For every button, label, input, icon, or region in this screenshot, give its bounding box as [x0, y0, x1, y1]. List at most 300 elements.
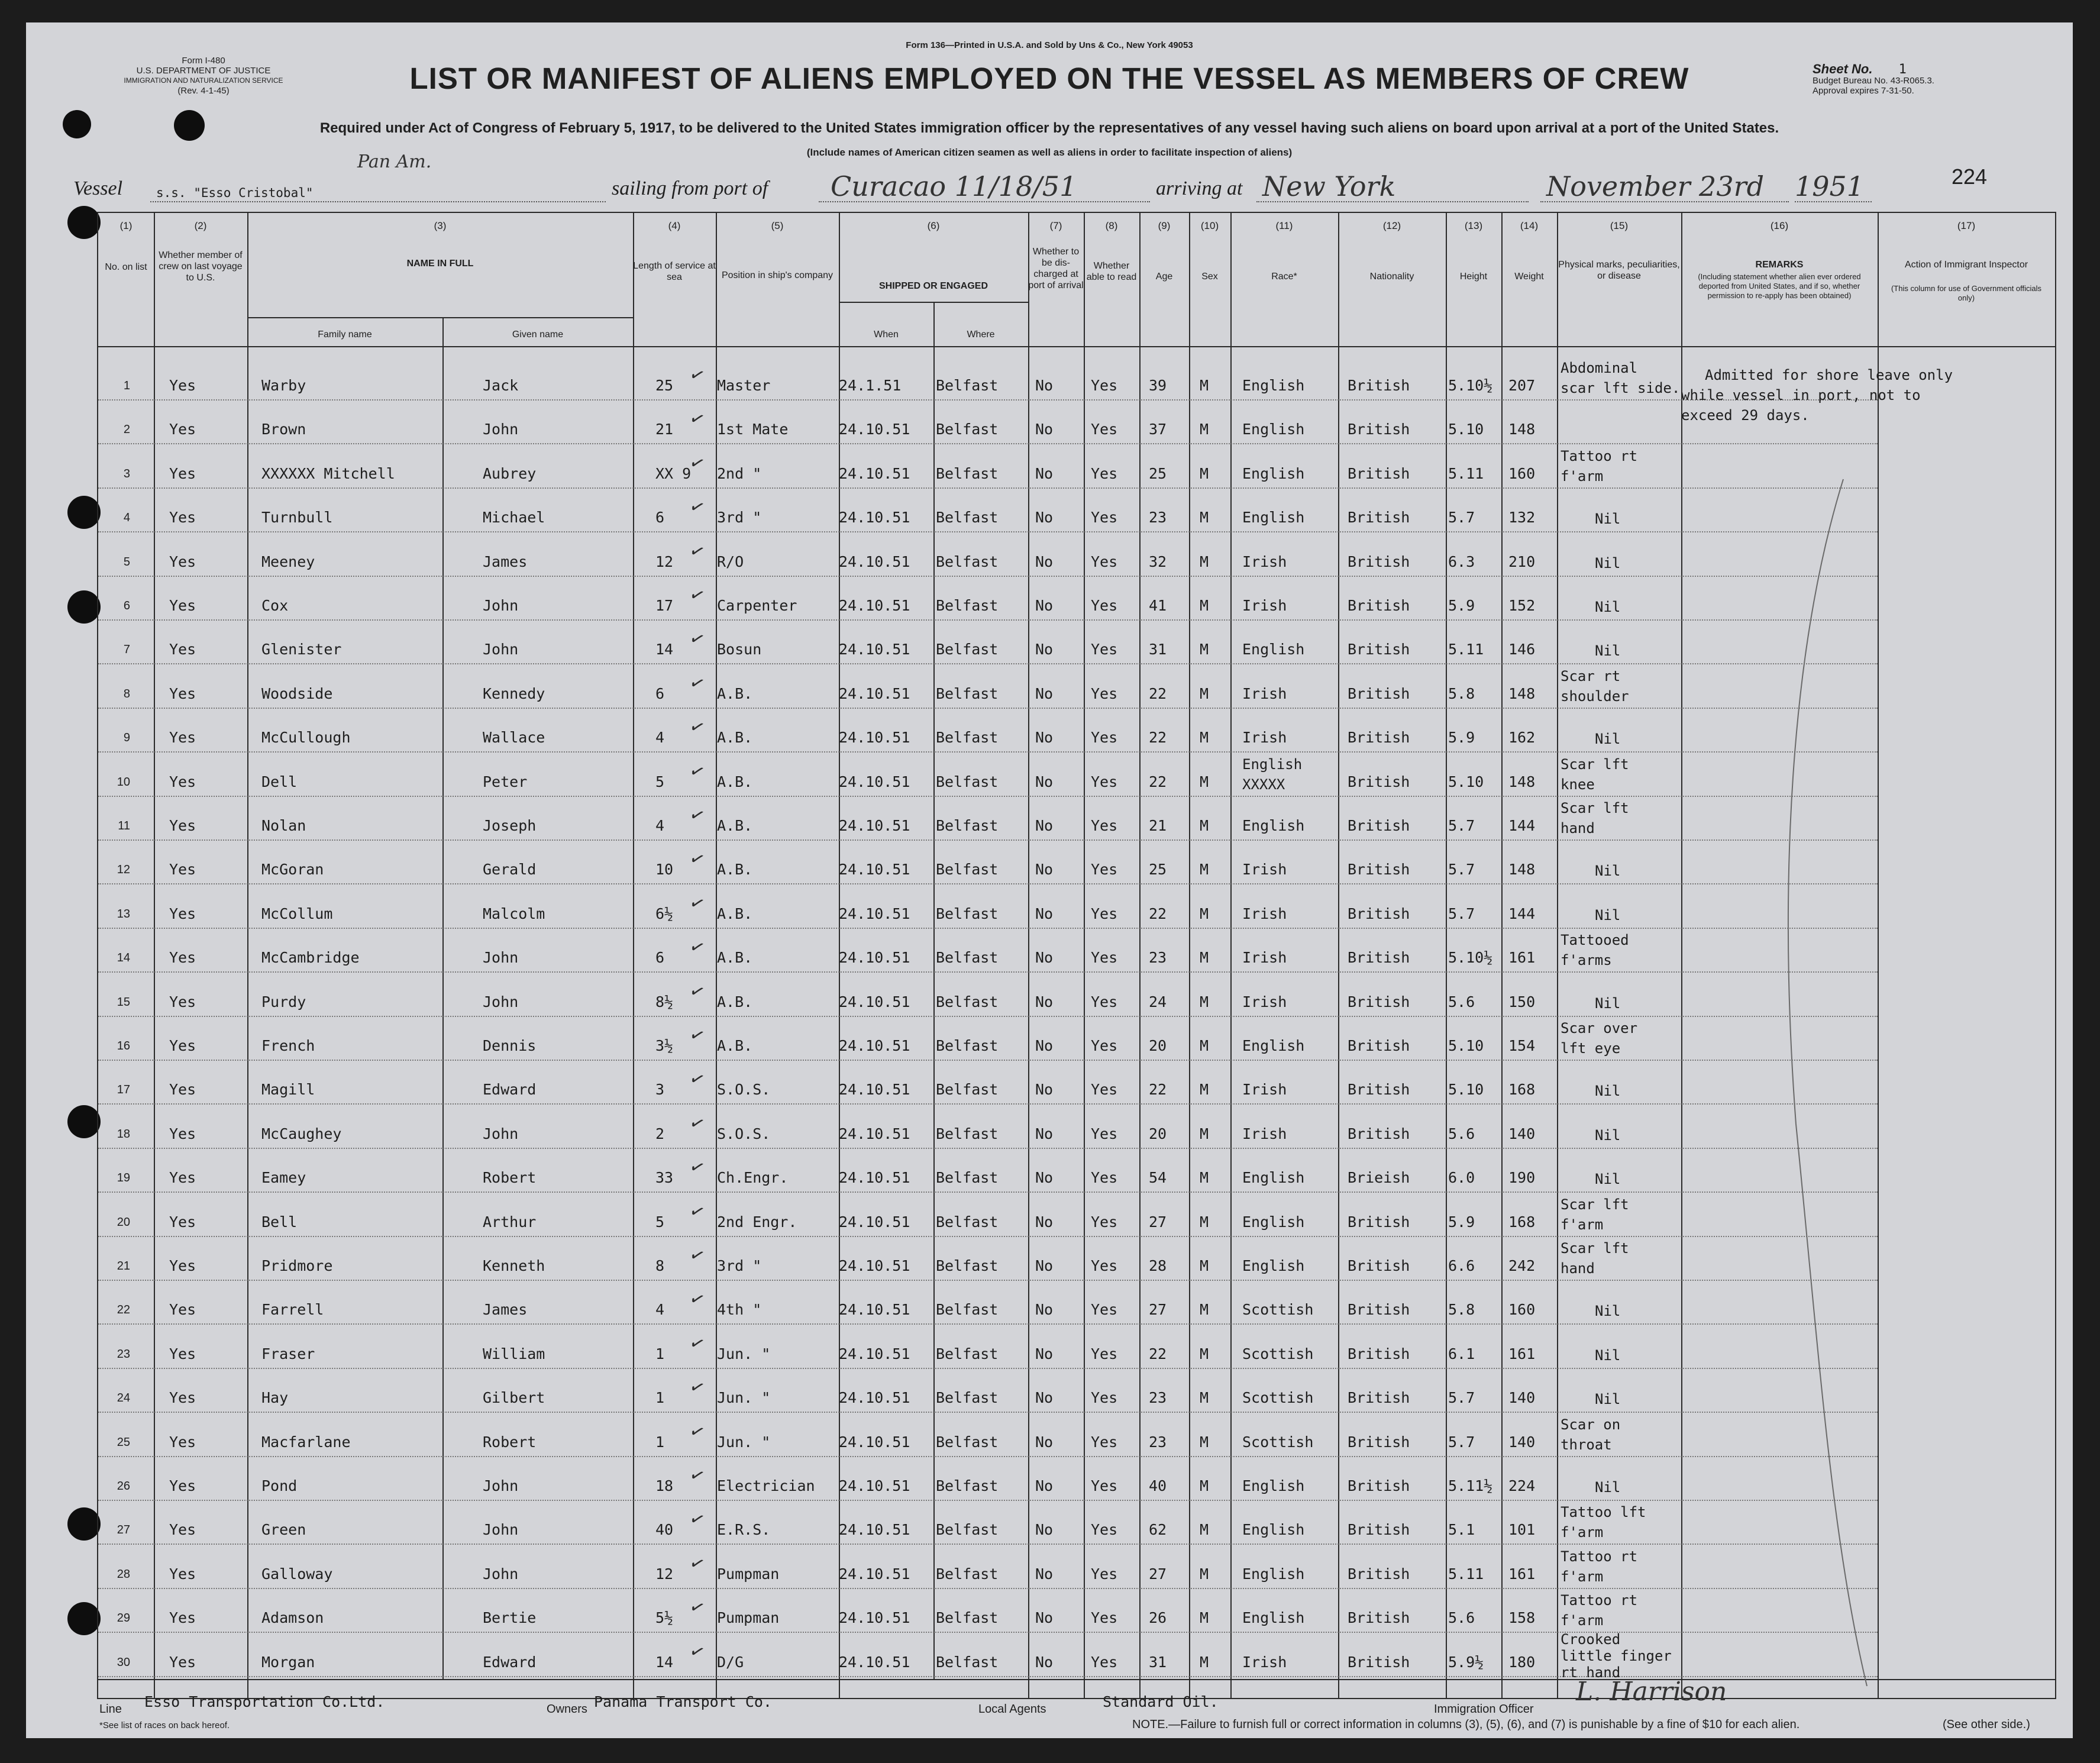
service-cell: 14: [655, 641, 674, 658]
column-number: (3): [434, 220, 447, 231]
header-divider: [98, 346, 2055, 347]
column-number: (6): [927, 220, 940, 231]
shipped-where-cell: Belfast: [936, 1345, 999, 1362]
column-number: (15): [1610, 220, 1629, 231]
check-mark-icon: ✓: [686, 1463, 708, 1488]
row-number: 18: [117, 1127, 130, 1141]
service-cell: 6: [655, 949, 665, 967]
row-number: 3: [123, 467, 130, 480]
nationality-cell: British: [1348, 464, 1410, 482]
height-cell: 5.6: [1448, 993, 1475, 1010]
service-cell: 25: [655, 377, 674, 394]
check-mark-icon: ✓: [686, 935, 708, 960]
able-to-read-cell: Yes: [1091, 1653, 1118, 1671]
shipped-when-cell: 24.10.51: [839, 1081, 910, 1099]
race-cell: English XXXXX: [1242, 755, 1303, 793]
line-value: Esso Transportation Co.Ltd.: [144, 1693, 385, 1710]
height-cell: 5.11: [1448, 464, 1484, 482]
family-name-cell: Purdy: [261, 993, 306, 1010]
binder-hole: [67, 496, 101, 529]
service-cell: 33: [655, 1169, 674, 1187]
family-name-cell: McCullough: [261, 729, 351, 747]
row-number: 8: [123, 687, 130, 700]
column-number: (14): [1520, 220, 1539, 231]
check-mark-icon: ✓: [686, 583, 708, 608]
sex-cell: M: [1200, 641, 1209, 658]
position-cell: 3rd ": [717, 509, 762, 527]
physical-marks-cell: Nil: [1595, 599, 1621, 615]
col8-header: Whether able to read: [1086, 261, 1137, 282]
age-cell: 22: [1149, 729, 1167, 747]
discharged-cell: No: [1035, 421, 1054, 438]
row-number: 12: [117, 863, 130, 877]
column-rule: [1139, 213, 1141, 1698]
shipped-when-cell: 24.10.51: [839, 464, 910, 482]
shipped-when-cell: 24.10.51: [839, 905, 910, 922]
given-name-cell: William: [483, 1345, 545, 1362]
binder-hole: [67, 206, 101, 239]
shipped-where-cell: Belfast: [936, 421, 999, 438]
given-name-cell: Kennedy: [483, 684, 545, 702]
penalty-note: NOTE.—Failure to furnish full or correct information in columns (3), (5), (6), and (7) is punishable by a fine of $10 for each alien.: [1132, 1718, 1800, 1731]
physical-marks-cell: Nil: [1595, 554, 1621, 571]
check-mark-icon: ✓: [686, 1507, 708, 1532]
race-cell: English: [1242, 641, 1305, 658]
physical-marks-cell: Scar lft knee: [1561, 755, 1629, 793]
height-cell: 5.6: [1448, 1609, 1475, 1627]
check-mark-icon: ✓: [686, 1023, 708, 1048]
family-name-cell: Turnbull: [261, 509, 333, 527]
owners-label: Owners: [547, 1703, 587, 1716]
position-cell: A.B.: [717, 773, 753, 790]
weight-cell: 190: [1508, 1169, 1536, 1187]
row-number: 20: [117, 1215, 130, 1229]
last-voyage-cell: Yes: [169, 993, 196, 1010]
physical-marks-cell: Scar over lft eye: [1561, 1020, 1638, 1057]
row-rule: [98, 1323, 1878, 1325]
sex-cell: M: [1200, 1081, 1209, 1099]
race-cell: Irish: [1242, 684, 1287, 702]
physical-marks-cell: Tattoo rt f'arm: [1561, 1548, 1638, 1585]
physical-marks-cell: Nil: [1595, 1126, 1621, 1144]
service-cell: 1: [655, 1433, 665, 1451]
nationality-cell: British: [1348, 1477, 1410, 1494]
remarks-line-2: while vessel in port, not to: [1681, 387, 1921, 403]
last-voyage-cell: Yes: [169, 684, 196, 702]
shipped-when-cell: 24.10.51: [839, 1213, 910, 1231]
position-cell: A.B.: [717, 905, 753, 922]
height-cell: 5.10: [1448, 421, 1484, 438]
vessel-name: s.s. "Esso Cristobal": [156, 186, 314, 200]
shipped-when-cell: 24.10.51: [839, 817, 910, 834]
discharged-cell: No: [1035, 509, 1054, 527]
weight-cell: 148: [1508, 684, 1536, 702]
discharged-cell: No: [1035, 861, 1054, 879]
discharged-cell: No: [1035, 1389, 1054, 1407]
weight-cell: 146: [1508, 641, 1536, 658]
check-mark-icon: ✓: [686, 539, 708, 564]
year-underline: [1795, 201, 1872, 202]
position-cell: A.B.: [717, 684, 753, 702]
age-cell: 39: [1149, 377, 1167, 394]
shipped-where-cell: Belfast: [936, 1653, 999, 1671]
nationality-cell: British: [1348, 1565, 1410, 1583]
able-to-read-cell: Yes: [1091, 1169, 1118, 1187]
able-to-read-cell: Yes: [1091, 1125, 1118, 1142]
nationality-cell: British: [1348, 1081, 1410, 1099]
age-cell: 22: [1149, 1345, 1167, 1362]
shipped-when-cell: 24.10.51: [839, 729, 910, 747]
age-cell: 27: [1149, 1213, 1167, 1231]
weight-cell: 148: [1508, 421, 1536, 438]
row-number: 1: [123, 379, 130, 392]
shipped-when-cell: 24.10.51: [839, 553, 910, 570]
remarks-line-1: Admitted for shore leave only: [1705, 367, 1953, 383]
discharged-cell: No: [1035, 641, 1054, 658]
family-name-cell: Brown: [261, 421, 306, 438]
column-number: (4): [668, 220, 681, 231]
weight-cell: 242: [1508, 1257, 1536, 1274]
agents-value: Standard Oil.: [1103, 1693, 1219, 1710]
row-rule: [98, 708, 1878, 709]
discharged-cell: No: [1035, 1345, 1054, 1362]
weight-cell: 160: [1508, 1301, 1536, 1319]
able-to-read-cell: Yes: [1091, 1345, 1118, 1362]
shipped-where-cell: Belfast: [936, 1565, 999, 1583]
row-rule: [98, 1412, 1878, 1413]
position-cell: D/G: [717, 1653, 744, 1671]
check-mark-icon: ✓: [686, 407, 708, 432]
row-number: 10: [117, 775, 130, 789]
age-cell: 22: [1149, 905, 1167, 922]
family-name-cell: Dell: [261, 773, 298, 790]
discharged-cell: No: [1035, 773, 1054, 790]
weight-cell: 168: [1508, 1081, 1536, 1099]
shipped-where-cell: Belfast: [936, 1609, 999, 1627]
row-rule: [98, 1060, 1878, 1061]
discharged-cell: No: [1035, 1565, 1054, 1583]
shipped-where-cell: Belfast: [936, 684, 999, 702]
weight-cell: 168: [1508, 1213, 1536, 1231]
check-mark-icon: ✓: [686, 803, 708, 828]
row-number: 17: [117, 1083, 130, 1097]
row-rule: [98, 443, 1878, 444]
column-rule: [1028, 213, 1029, 1698]
weight-cell: 210: [1508, 553, 1536, 570]
shipped-where-cell: Belfast: [936, 1169, 999, 1187]
physical-marks-cell: Nil: [1595, 731, 1621, 748]
nationality-cell: British: [1348, 905, 1410, 922]
height-cell: 5.9: [1448, 597, 1475, 614]
physical-marks-cell: Nil: [1595, 1479, 1621, 1496]
last-voyage-cell: Yes: [169, 949, 196, 967]
column-number: (8): [1105, 220, 1118, 231]
service-cell: 2: [655, 1125, 665, 1142]
column-rule: [633, 213, 634, 1698]
race-cell: English: [1242, 421, 1305, 438]
row-rule: [98, 531, 1878, 532]
shipped-when-cell: 24.10.51: [839, 1389, 910, 1407]
row-rule: [98, 487, 1878, 489]
shipped-when-cell: 24.10.51: [839, 1609, 910, 1627]
discharged-cell: No: [1035, 1653, 1054, 1671]
column-number: (9): [1158, 220, 1171, 231]
physical-marks-cell: Nil: [1595, 906, 1621, 924]
service-cell: 4: [655, 817, 665, 834]
sex-cell: M: [1200, 1565, 1209, 1583]
family-name-cell: McGoran: [261, 861, 324, 879]
row-rule: [98, 1016, 1878, 1017]
last-voyage-cell: Yes: [169, 1521, 196, 1539]
col2-header: Whether member of crew on last voyage to U.S.: [159, 250, 243, 283]
last-voyage-cell: Yes: [169, 861, 196, 879]
race-cell: Irish: [1242, 597, 1287, 614]
discharged-cell: No: [1035, 597, 1054, 614]
discharged-cell: No: [1035, 1257, 1054, 1274]
row-number: 21: [117, 1260, 130, 1273]
last-voyage-cell: Yes: [169, 597, 196, 614]
row-rule: [98, 839, 1878, 841]
age-cell: 22: [1149, 1081, 1167, 1099]
weight-cell: 161: [1508, 1565, 1536, 1583]
last-voyage-cell: Yes: [169, 817, 196, 834]
physical-marks-cell: Abdominal scar lft side.: [1561, 360, 1681, 396]
physical-marks-cell: Scar lft hand: [1561, 800, 1629, 837]
family-name-cell: Nolan: [261, 817, 306, 834]
col14-header: Weight: [1514, 272, 1544, 282]
able-to-read-cell: Yes: [1091, 1521, 1118, 1539]
shipped-where-cell: Belfast: [936, 773, 999, 790]
able-to-read-cell: Yes: [1091, 949, 1118, 967]
nationality-cell: British: [1348, 1653, 1410, 1671]
position-cell: A.B.: [717, 1037, 753, 1054]
sex-cell: M: [1200, 377, 1209, 394]
discharged-cell: No: [1035, 905, 1054, 922]
position-cell: S.O.S.: [717, 1081, 771, 1099]
budget-bureau: Budget Bureau No. 43-R065.3.: [1813, 76, 1934, 86]
physical-marks-cell: Nil: [1595, 511, 1621, 528]
weight-cell: 154: [1508, 1037, 1536, 1054]
height-cell: 5.6: [1448, 1125, 1475, 1142]
able-to-read-cell: Yes: [1091, 1301, 1118, 1319]
able-to-read-cell: Yes: [1091, 421, 1118, 438]
age-cell: 62: [1149, 1521, 1167, 1539]
nationality-cell: British: [1348, 773, 1410, 790]
shipped-where-cell: Belfast: [936, 1433, 999, 1451]
check-mark-icon: ✓: [686, 1111, 708, 1136]
physical-marks-cell: Scar lft hand: [1561, 1240, 1629, 1277]
service-cell: 8: [655, 1257, 665, 1274]
shipped-when-cell: 24.10.51: [839, 1477, 910, 1494]
weight-cell: 207: [1508, 377, 1536, 394]
discharged-cell: No: [1035, 1301, 1054, 1319]
weight-cell: 140: [1508, 1433, 1536, 1451]
race-cell: Irish: [1242, 993, 1287, 1010]
binder-hole: [67, 1602, 101, 1635]
check-mark-icon: ✓: [686, 495, 708, 520]
family-name-cell: Hay: [261, 1389, 289, 1407]
service-cell: 5½: [655, 1609, 674, 1627]
shipped-where-cell: Belfast: [936, 1257, 999, 1274]
nationality-cell: British: [1348, 729, 1410, 747]
check-mark-icon: ✓: [686, 451, 708, 476]
height-cell: 6.6: [1448, 1257, 1475, 1274]
shipped-where-cell: Belfast: [936, 1477, 999, 1494]
height-cell: 6.0: [1448, 1169, 1475, 1187]
given-name-cell: Bertie: [483, 1609, 537, 1627]
given-name-cell: Arthur: [483, 1213, 537, 1231]
race-cell: English: [1242, 1477, 1305, 1494]
sheet-number: 1: [1898, 62, 1907, 77]
row-number: 25: [117, 1435, 130, 1449]
nationality-cell: British: [1348, 1213, 1410, 1231]
shipped-when-cell: 24.10.51: [839, 1257, 910, 1274]
physical-marks-cell: Scar lft f'arm: [1561, 1196, 1629, 1233]
discharged-cell: No: [1035, 1037, 1054, 1054]
given-name-cell: James: [483, 553, 528, 570]
nationality-cell: British: [1348, 509, 1410, 527]
check-mark-icon: ✓: [686, 627, 708, 652]
service-cell: 5: [655, 1213, 665, 1231]
nationality-cell: British: [1348, 1345, 1410, 1362]
check-mark-icon: ✓: [686, 1331, 708, 1357]
arriving-label: arriving at: [1156, 177, 1243, 199]
arrival-year: 1951: [1795, 170, 1865, 202]
age-cell: 23: [1149, 1389, 1167, 1407]
last-voyage-cell: Yes: [169, 1213, 196, 1231]
able-to-read-cell: Yes: [1091, 1433, 1118, 1451]
col17-header: Action of Immigrant Inspector: [1904, 260, 2028, 270]
officer-signature: L. Harrison: [1576, 1677, 1727, 1707]
column-rule: [1501, 213, 1503, 1698]
nationality-cell: British: [1348, 1257, 1410, 1274]
discharged-cell: No: [1035, 1125, 1054, 1142]
discharged-cell: No: [1035, 1609, 1054, 1627]
service-cell: 40: [655, 1521, 674, 1539]
sex-cell: M: [1200, 597, 1209, 614]
service-cell: 17: [655, 597, 674, 614]
family-name-cell: Woodside: [261, 684, 333, 702]
race-cell: Scottish: [1242, 1433, 1314, 1451]
race-cell: English: [1242, 1257, 1305, 1274]
given-name-cell: Malcolm: [483, 905, 545, 922]
able-to-read-cell: Yes: [1091, 464, 1118, 482]
height-cell: 5.10½: [1448, 949, 1493, 967]
service-cell: 3½: [655, 1037, 674, 1054]
sheet-block: [1813, 64, 1990, 96]
last-voyage-cell: Yes: [169, 1081, 196, 1099]
nationality-cell: British: [1348, 993, 1410, 1010]
column-rule: [154, 213, 155, 1698]
given-name-cell: Gerald: [483, 861, 537, 879]
remarks-line-3: exceed 29 days.: [1681, 407, 1810, 424]
shipped-where-cell: Belfast: [936, 1081, 999, 1099]
position-cell: Electrician: [717, 1477, 815, 1494]
nationality-cell: British: [1348, 817, 1410, 834]
check-mark-icon: ✓: [686, 1067, 708, 1092]
able-to-read-cell: Yes: [1091, 773, 1118, 790]
race-cell: English: [1242, 1521, 1305, 1539]
age-cell: 31: [1149, 1653, 1167, 1671]
col16-header: REMARKS: [1755, 260, 1804, 270]
sailing-port: Curacao 11/18/51: [831, 170, 1077, 202]
row-number: 24: [117, 1391, 130, 1405]
row-number: 16: [117, 1039, 130, 1052]
discharged-cell: No: [1035, 377, 1054, 394]
sheet-number-row: [1813, 64, 1990, 76]
service-cell: 14: [655, 1653, 674, 1671]
nationality-cell: British: [1348, 421, 1410, 438]
nationality-cell: British: [1348, 1301, 1410, 1319]
position-cell: Pumpman: [717, 1609, 780, 1627]
sheet-label: Sheet No.: [1813, 62, 1873, 76]
check-mark-icon: ✓: [686, 759, 708, 784]
printer-line: Form 136—Printed in U.S.A. and Sold by Uns & Co., New York 49053: [906, 40, 1193, 50]
service-cell: 21: [655, 421, 674, 438]
able-to-read-cell: Yes: [1091, 1565, 1118, 1583]
height-cell: 5.7: [1448, 1433, 1475, 1451]
given-name-cell: Edward: [483, 1081, 537, 1099]
row-rule: [98, 928, 1878, 929]
column-rule: [1230, 213, 1232, 1698]
shipped-where-cell: Belfast: [936, 993, 999, 1010]
service: IMMIGRATION AND NATURALIZATION SERVICE: [124, 76, 283, 85]
height-cell: 5.11½: [1448, 1477, 1493, 1494]
column-rule: [1338, 213, 1339, 1698]
row-number: 13: [117, 907, 130, 921]
family-name-cell: McCaughey: [261, 1125, 342, 1142]
weight-cell: 224: [1508, 1477, 1536, 1494]
race-cell: Irish: [1242, 1081, 1287, 1099]
physical-marks-cell: Tattoo rt f'arm: [1561, 1592, 1638, 1629]
weight-cell: 148: [1508, 773, 1536, 790]
height-cell: 5.7: [1448, 817, 1475, 834]
column-rule: [1878, 213, 1879, 1698]
manifest-sheet: [26, 22, 2073, 1738]
check-mark-icon: ✓: [686, 715, 708, 740]
row-rule: [98, 619, 1878, 621]
age-cell: 21: [1149, 817, 1167, 834]
column-number: (12): [1382, 220, 1401, 231]
sex-cell: M: [1200, 421, 1209, 438]
row-number: 19: [117, 1171, 130, 1185]
given-name-cell: John: [483, 597, 519, 614]
last-voyage-cell: Yes: [169, 1125, 196, 1142]
form-title: LIST OR MANIFEST OF ALIENS EMPLOYED ON THE VESSEL AS MEMBERS OF CREW: [409, 62, 1689, 95]
service-cell: 10: [655, 861, 674, 879]
race-cell: Irish: [1242, 1653, 1287, 1671]
able-to-read-cell: Yes: [1091, 641, 1118, 658]
shipped-when-cell: 24.10.51: [839, 1169, 910, 1187]
position-cell: Pumpman: [717, 1565, 780, 1583]
physical-marks-cell: Nil: [1595, 1083, 1621, 1100]
discharged-cell: No: [1035, 464, 1054, 482]
row-number: 15: [117, 995, 130, 1009]
row-rule: [98, 1280, 1878, 1281]
shipped-where-cell: Belfast: [936, 509, 999, 527]
last-voyage-cell: Yes: [169, 1653, 196, 1671]
column-number: (1): [119, 220, 133, 231]
weight-cell: 161: [1508, 1345, 1536, 1362]
row-number: 27: [117, 1523, 130, 1537]
height-cell: 5.7: [1448, 509, 1475, 527]
family-name-cell: McCollum: [261, 905, 333, 922]
sex-cell: M: [1200, 861, 1209, 879]
family-name-cell: Eamey: [261, 1169, 306, 1187]
given-name-cell: Jack: [483, 377, 519, 394]
nationality-cell: British: [1348, 949, 1410, 967]
given-name-cell: Gilbert: [483, 1389, 545, 1407]
